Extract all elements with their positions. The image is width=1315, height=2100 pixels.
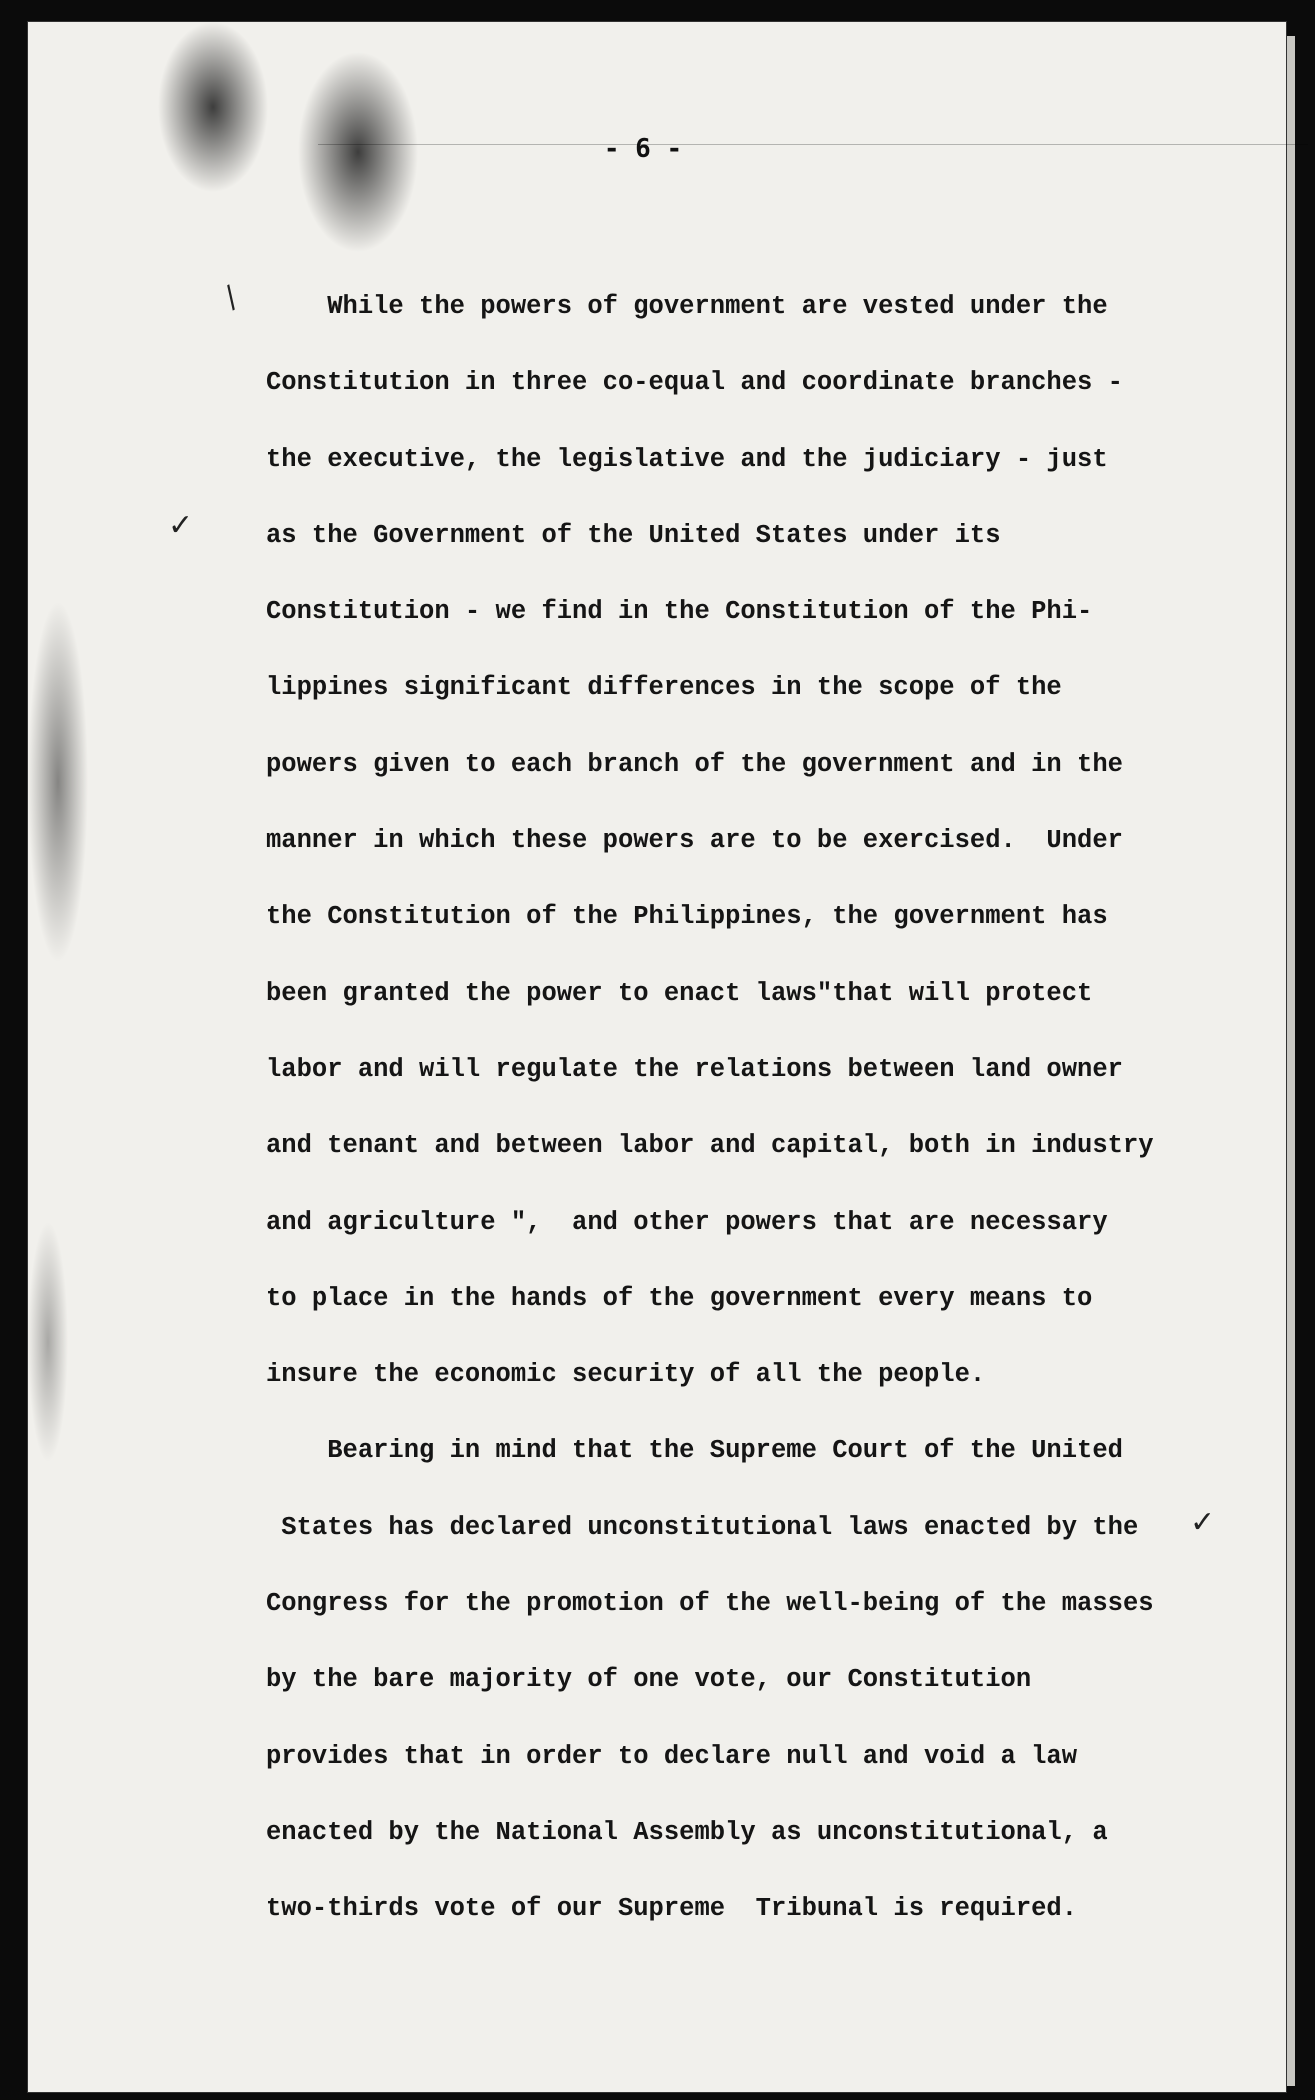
check-mark-icon: / xyxy=(217,279,245,316)
text-line: Constitution in three co-equal and coordinate branches - xyxy=(266,368,1123,398)
text-line: and agriculture ", and other powers that are necessary xyxy=(266,1207,1108,1237)
text-line: to place in the hands of the government every means to xyxy=(266,1283,1093,1313)
ink-smudge xyxy=(28,602,88,962)
text-line: as the Government of the United States under its xyxy=(266,520,1001,550)
fold-line xyxy=(318,144,1308,145)
text-line: the Constitution of the Philippines, the government has xyxy=(266,902,1108,932)
ink-smudge xyxy=(298,52,418,252)
text-line: by the bare majority of one vote, our Constitution xyxy=(266,1665,1032,1695)
text-line: While the powers of government are vested under the xyxy=(266,292,1108,321)
text-line: powers given to each branch of the government and in the xyxy=(266,749,1123,779)
ink-smudge xyxy=(28,1222,68,1462)
document-body xyxy=(266,282,1266,1961)
ink-smudge xyxy=(158,22,268,192)
text-line: and tenant and between labor and capital, both in industry xyxy=(266,1131,1154,1161)
text-line: the executive, the legislative and the judiciary - just xyxy=(266,444,1108,474)
text-line: Bearing in mind that the Supreme Court of the United xyxy=(266,1436,1123,1466)
text-line: insure the economic security of all the people. xyxy=(266,1360,986,1390)
text-line: been granted the power to enact laws"that will protect xyxy=(266,978,1093,1008)
text-line: enacted by the National Assembly as unconstitutional, a xyxy=(266,1817,1108,1847)
text-line: Constitution - we find in the Constitution of the Phi- xyxy=(266,597,1093,627)
text-line: lippines significant differences in the scope of the xyxy=(266,673,1062,703)
text-line: two-thirds vote of our Supreme Tribunal is required. xyxy=(266,1894,1078,1924)
text-line: manner in which these powers are to be exercised. Under xyxy=(266,826,1123,856)
check-mark-icon: ✓ xyxy=(1190,1505,1216,1540)
page-number: - 6 - xyxy=(603,134,683,164)
text-line: States has declared unconstitutional laws enacted by the xyxy=(266,1512,1139,1542)
text-line: Congress for the promotion of the well-being of the masses xyxy=(266,1589,1154,1619)
check-mark-icon: ✓ xyxy=(168,508,194,543)
text-line: labor and will regulate the relations between land owner xyxy=(266,1054,1123,1084)
text-line: provides that in order to declare null and void a law xyxy=(266,1741,1078,1771)
